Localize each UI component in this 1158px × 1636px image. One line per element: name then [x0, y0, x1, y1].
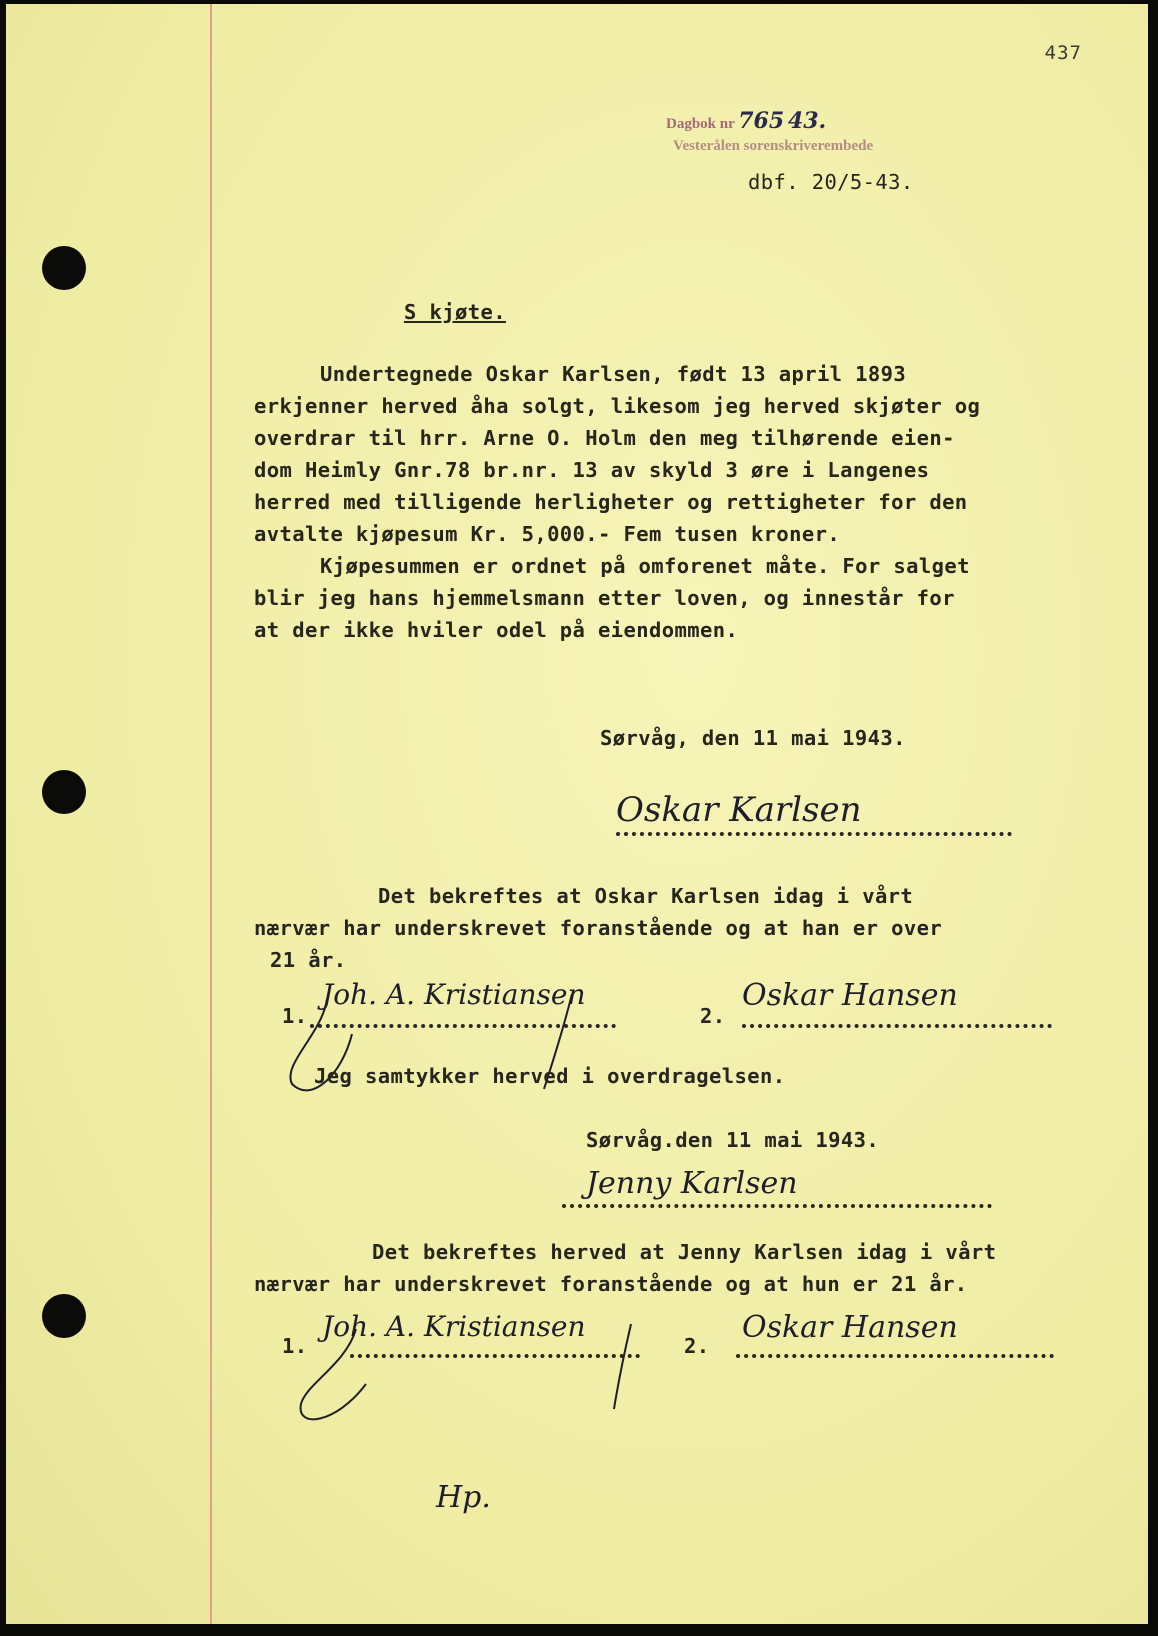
body-line: blir jeg hans hjemmelsmann etter loven, og innestår for: [254, 586, 955, 610]
body-line: herred med tilligende herligheter og rettigheter for den: [254, 490, 968, 514]
witness-statement-line: Det bekreftes at Oskar Karlsen idag i vårt: [378, 884, 914, 908]
margin-line: [210, 4, 212, 1624]
witness-statement-line: Det bekreftes herved at Jenny Karlsen idag i vårt: [372, 1240, 997, 1264]
witness-signature: Joh. A. Kristiansen: [322, 1310, 586, 1343]
spouse-signature: Jenny Karlsen: [586, 1166, 798, 1201]
body-line: avtalte kjøpesum Kr. 5,000.- Fem tusen kroner.: [254, 522, 841, 546]
signature-line: [616, 832, 1012, 836]
witness-statement-line: nærvær har underskrevet foranstående og at han er over: [254, 916, 943, 940]
witness-number: 1.: [282, 1004, 308, 1028]
signature-line: [742, 1024, 1052, 1028]
signature-flourish: [296, 1324, 646, 1434]
witness-number: 2.: [684, 1334, 710, 1358]
punch-hole: [42, 1294, 86, 1338]
stamp-office: Vesterålen sorenskriverembede: [673, 138, 874, 154]
document-page: [6, 4, 1148, 1624]
stamp-label: Dagbok nr: [666, 116, 735, 132]
page-number: 437: [1044, 42, 1082, 64]
punch-hole: [42, 770, 86, 814]
place-date: Sørvåg, den 11 mai 1943.: [600, 726, 906, 750]
body-line: overdrar til hrr. Arne O. Holm den meg tilhørende eien-: [254, 426, 955, 450]
body-line: erkjenner herved åha solgt, likesom jeg herved skjøter og: [254, 394, 981, 418]
witness-statement-line: 21 år.: [270, 948, 347, 972]
witness-signature: Oskar Hansen: [742, 1310, 958, 1345]
punch-hole: [42, 246, 86, 290]
witness-signature: Oskar Hansen: [742, 978, 958, 1013]
stamp-year: 43.: [787, 108, 827, 134]
seller-signature: Oskar Karlsen: [616, 790, 862, 830]
body-line: Undertegnede Oskar Karlsen, født 13 april 1893: [320, 362, 907, 386]
consent-statement: Jeg samtykker herved i overdragelsen.: [314, 1064, 786, 1088]
signature-line: [562, 1204, 992, 1208]
witness-statement-line: nærvær har underskrevet foranstående og at hun er 21 år.: [254, 1272, 968, 1296]
dagbok-stamp: [666, 108, 826, 134]
witness-signature: Joh. A. Kristiansen: [322, 978, 586, 1011]
stamp-number: 765: [738, 108, 785, 134]
signature-line: [736, 1354, 1054, 1358]
place-date: Sørvåg.den 11 mai 1943.: [586, 1128, 880, 1152]
body-line: at der ikke hviler odel på eiendommen.: [254, 618, 739, 642]
body-line: dom Heimly Gnr.78 br.nr. 13 av skyld 3 øre i Langenes: [254, 458, 930, 482]
witness-number: 2.: [700, 1004, 726, 1028]
witness-number: 1.: [282, 1334, 308, 1358]
document-title: S kjøte.: [404, 300, 506, 324]
initials: Hp.: [436, 1480, 491, 1515]
body-line: Kjøpesummen er ordnet på omforenet måte. For salget: [320, 554, 970, 578]
registered-date: dbf. 20/5-43.: [748, 170, 914, 194]
